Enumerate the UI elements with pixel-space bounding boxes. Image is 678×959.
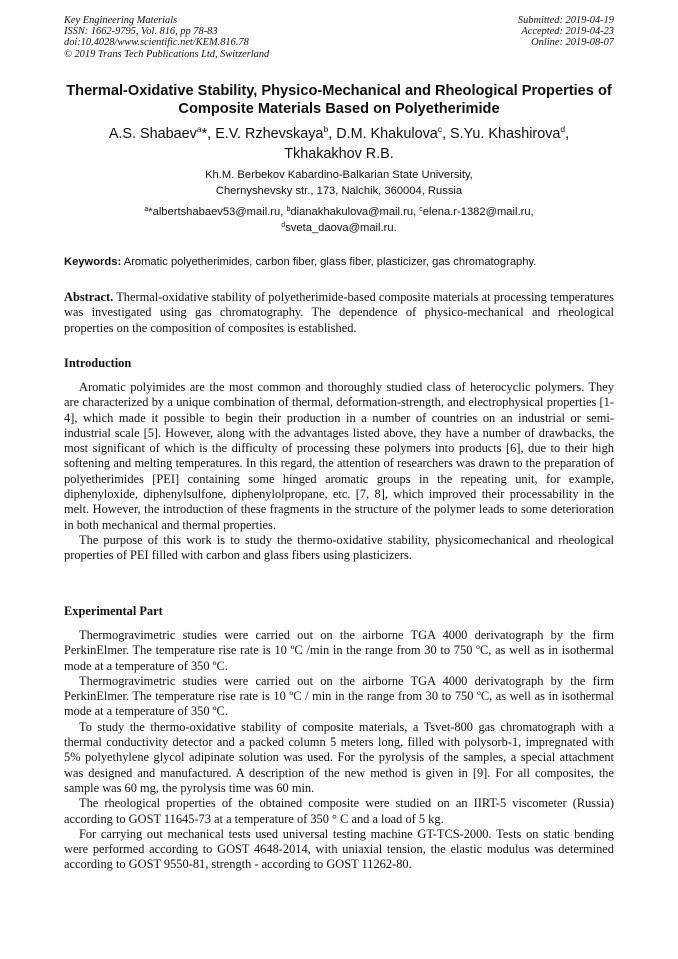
submitted-date: Submitted: 2019-04-19 (517, 15, 614, 26)
introduction-heading: Introduction (64, 356, 132, 370)
author-emails (64, 205, 614, 236)
email-mark: d (281, 221, 286, 229)
experimental-body (64, 628, 614, 873)
email-mark: a (144, 206, 149, 213)
journal-name: Key Engineering Materials (64, 15, 178, 26)
author-affiliation-mark: c (437, 124, 443, 134)
paragraph: Thermogravimetric studies were carried out on the airborne TGA 4000 derivatograph by the firm PerkinElmer. The temperature rise rate is 10 ºC /min in the range from 30 to 750 ºC, as well as in isothermal mode at a temperature of 350 ºC. (64, 628, 614, 673)
journal-doi: doi:10.4028/www.scientific.net/KEM.816.78 (64, 37, 249, 49)
affiliation-line: Kh.M. Berbekov Kabardino-Balkarian State University, (205, 169, 473, 181)
abstract (64, 290, 614, 336)
email-link[interactable]: dianakhakulova@mail.ru, (290, 206, 420, 218)
affiliation (64, 167, 614, 199)
journal-info (64, 15, 269, 60)
email-link[interactable]: sveta_daova@mail.ru. (285, 221, 397, 234)
submission-dates (518, 15, 614, 49)
keywords-label: Keywords: (64, 256, 122, 268)
author-separator: *, (201, 126, 216, 142)
email-mark: b (286, 206, 291, 213)
author-separator: , (442, 126, 451, 142)
affiliation-line: Chernyshevsky str., 173, Nalchik, 360004, Russia (215, 185, 463, 197)
introduction-body (64, 380, 614, 564)
online-date: Online: 2019-08-07 (531, 37, 614, 49)
author-name: S.Yu. Khashirova (450, 126, 561, 142)
abstract-text: Thermal-oxidative stability of polyetherimide-based composite materials at processing temperatures was investigated using gas chromatography. The dependence of physico-mechanical and rheological properties on the composition of composites is established. (64, 290, 614, 335)
author-separator: , (565, 126, 570, 142)
paragraph: To study the thermo-oxidative stability of composite materials, a Tsvet-800 gas chromatograph with a thermal conductivity detector and a packed column 5 meters long, filled with polysorb-1, impregnated with 5% polyethylene glycol adipinate solution was used. For the pyrolysis of the samples, a special attachment was designed and manufactured. A description of the new method is given in [9]. For all composites, the sample was 60 mg, the pyrolysis time was 60 min. (64, 719, 614, 795)
journal-issn: ISSN: 1662-9795, Vol. 816, pp 78-83 (64, 26, 218, 38)
author-name: D.M. Khakulova (336, 126, 438, 142)
keywords-text: Aromatic polyetherimides, carbon fiber, glass fiber, plasticizer, gas chromatography. (121, 256, 537, 268)
author-list (64, 124, 614, 164)
email-link[interactable]: *albertshabaev53@mail.ru, (148, 206, 287, 218)
abstract-label: Abstract. (64, 290, 114, 304)
author-name: Tkhakakhov R.B. (284, 146, 394, 162)
paragraph: The purpose of this work is to study the thermo-oxidative stability, physicomechanical and rheological properties of PEI filled with carbon and glass fibers using plasticizers. (64, 532, 614, 563)
journal-copyright: © 2019 Trans Tech Publications Ltd, Switzerland (64, 48, 270, 60)
paragraph: Thermogravimetric studies were carried out on the airborne TGA 4000 derivatograph by the firm PerkinElmer. The temperature rise rate is 10 ºC / min in the range from 30 to 750 ºC, as well as in isothermal mode at a temperature of 350 ºC. (64, 673, 614, 719)
keywords (64, 255, 614, 270)
author-affiliation-mark: a (196, 124, 202, 134)
author-name: A.S. Shabaev (108, 126, 197, 142)
author-affiliation-mark: b (323, 124, 329, 134)
paragraph: For carrying out mechanical tests used universal testing machine GT-TCS-2000. Tests on static bending were performed according to GOST 4648-2014, with uniaxial tension, the elastic modulus was determined according to GOST 9550-81, strength - according to GOST 11262-80. (64, 826, 614, 872)
email-link[interactable]: elena.r-1382@mail.ru, (422, 206, 534, 218)
email-mark: c (419, 206, 423, 213)
author-name: E.V. Rzhevskaya (215, 126, 324, 142)
experimental-heading: Experimental Part (64, 604, 163, 618)
author-affiliation-mark: d (560, 124, 566, 134)
paper-title: Thermal-Oxidative Stability, Physico-Mechanical and Rheological Properties of Composite Materials Based on Polyetherimide (66, 83, 612, 117)
author-separator: , (328, 126, 337, 142)
accepted-date: Accepted: 2019-04-23 (521, 26, 614, 38)
paragraph: Aromatic polyimides are the most common and thoroughly studied class of heterocyclic polymers. They are characterized by a unique combination of thermal, deformation-strength, and electrophysical properties [1-4], which made it possible to begin their production in a number of countries on an industrial or semi-industrial scale [5]. However, along with the advantages listed above, they have a number of drawbacks, the most significant of which is the difficulty of processing these polymers into products [6], due to their high softening and melting temperatures. In this regard, the attention of researchers was drawn to the preparation of polyetherimides [PEI] containing some hinged aromatic groups in the repeating unit, for example, diphenyloxide, diphenylsulfone, diphenylolpropane, etc. [7, 8], which improved their processability in the melt. However, the introduction of these fragments in the structure of the polymer leads to some deterioration in both mechanical and thermal properties. (64, 380, 614, 532)
paragraph: The rheological properties of the obtained composite were studied on an IIRT-5 viscometer (Russia) according to GOST 11645-73 at a temperature of 350 ° C and a load of 5 kg. (64, 796, 614, 826)
